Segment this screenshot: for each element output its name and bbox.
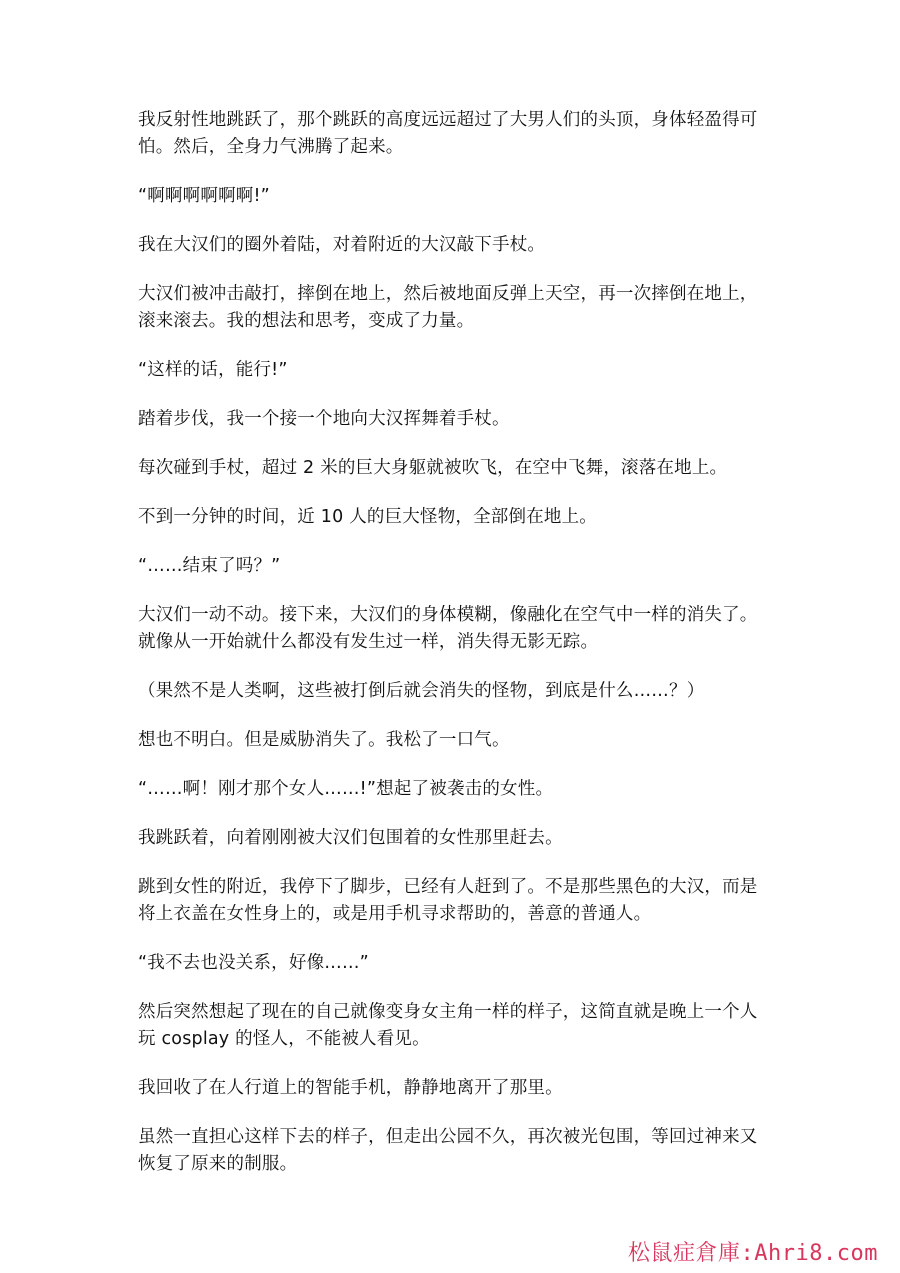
dialogue-paragraph: “……啊！刚才那个女人……!”想起了被袭击的女性。 <box>138 779 554 799</box>
dialogue-paragraph: “这样的话，能行!” <box>138 360 288 380</box>
dialogue-paragraph: “啊啊啊啊啊啊!” <box>138 186 270 206</box>
paragraph: 大汉们被冲击敲打，摔倒在地上，然后被地面反弹上天空，再一次摔倒在地上，滚来滚去。我的想法和思考，变成了力量。 <box>138 284 758 331</box>
dialogue-paragraph: “我不去也没关系，好像……” <box>138 953 369 973</box>
paragraph: 虽然一直担心这样下去的样子，但走出公园不久，再次被光包围，等回过神来又恢复了原来的制服。 <box>138 1127 758 1174</box>
paragraph: 踏着步伐，我一个接一个地向大汉挥舞着手杖。 <box>138 409 510 429</box>
paragraph: 大汉们一动不动。接下来，大汉们的身体模糊，像融化在空气中一样的消失了。就像从一开始就什么都没有发生过一样，消失得无影无踪。 <box>138 605 758 652</box>
paragraph: 跳到女性的附近，我停下了脚步，已经有人赶到了。不是那些黑色的大汉，而是将上衣盖在女性身上的，或是用手机寻求帮助的，善意的普通人。 <box>138 877 758 924</box>
story-text <box>138 107 770 1200</box>
paragraph: 不到一分钟的时间，近 10 人的巨大怪物，全部倒在地上。 <box>138 507 597 527</box>
paragraph: 然后突然想起了现在的自己就像变身女主角一样的样子，这简直就是晚上一个人玩 cosplay 的怪人，不能被人看见。 <box>138 1002 758 1049</box>
paragraph: 我在大汉们的圈外着陆，对着附近的大汉敲下手杖。 <box>138 235 546 255</box>
paragraph: 我回收了在人行道上的智能手机，静静地离开了那里。 <box>138 1078 563 1098</box>
paragraph: 每次碰到手杖，超过 2 米的巨大身躯就被吹飞，在空中飞舞，滚落在地上。 <box>138 458 728 478</box>
paragraph: 我反射性地跳跃了，那个跳跃的高度远远超过了大男人们的头顶，身体轻盈得可怕。然后，全身力气沸腾了起来。 <box>138 110 758 157</box>
paragraph: 我跳跃着，向着刚刚被大汉们包围着的女性那里赶去。 <box>138 828 563 848</box>
thought-paragraph: （果然不是人类啊，这些被打倒后就会消失的怪物，到底是什么……？） <box>138 681 705 701</box>
dialogue-paragraph: “……结束了吗？” <box>138 556 281 576</box>
watermark-text: 松鼠症倉庫:Ahri8.com <box>628 1241 878 1266</box>
paragraph: 想也不明白。但是威胁消失了。我松了一口气。 <box>138 730 510 750</box>
